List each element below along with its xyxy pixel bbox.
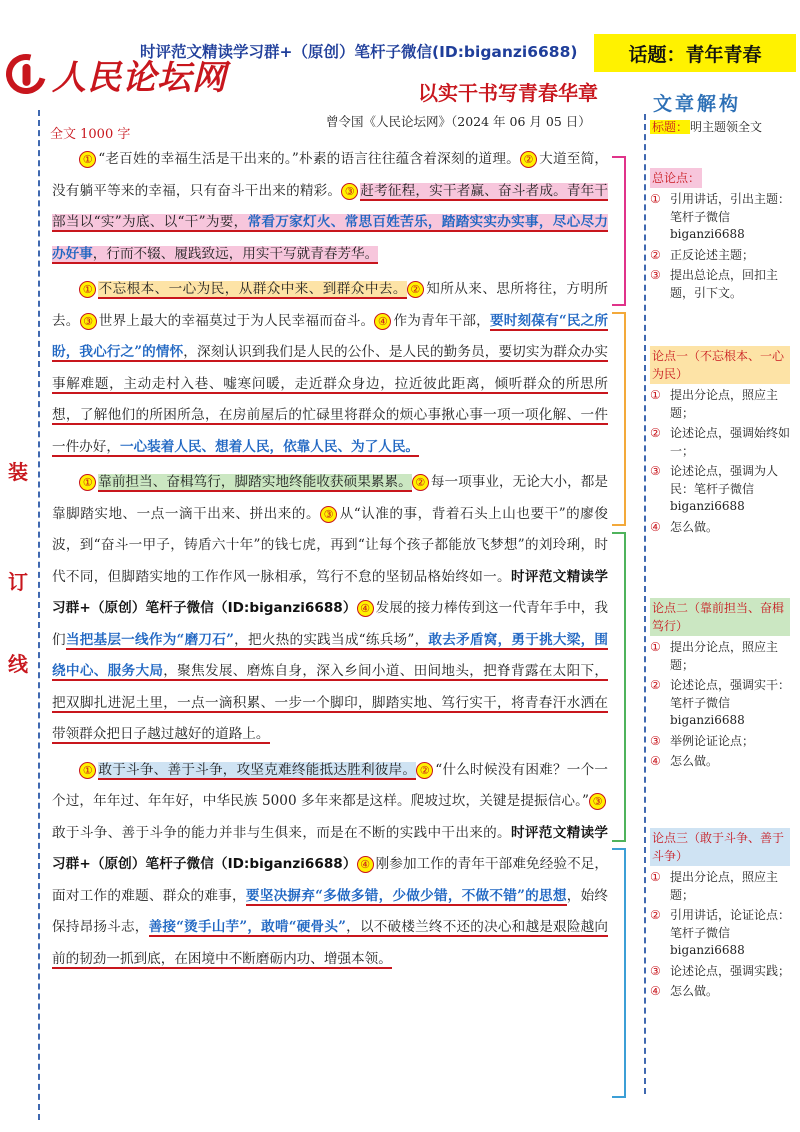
sub-thesis: 靠前担当、奋楫笃行，脚踏实地终能收获硕果累累。	[98, 474, 412, 490]
watermark-line: 时评范文精读学习群+（原创）笔杆子微信（ID:biganzi6688）	[52, 568, 609, 616]
list-item	[650, 387, 790, 422]
sentence: 作为青年干部，	[393, 312, 490, 329]
item-number: ③	[650, 963, 661, 978]
sentence-highlight: ，行而不辍、履践致远，用实干写就青春芳华。	[92, 245, 379, 262]
sentence-highlight: 赶考征程，实干者赢、奋斗者成。青年干部当以“实”为底、以“干”为要，	[52, 182, 609, 230]
sentence-number: ③	[320, 506, 337, 523]
key-phrase: 常看万家灯火、常思百姓苦乐，踏踏实实办实事，尽心尽力办好事	[52, 214, 608, 262]
sentence-number: ③	[589, 793, 606, 810]
item-text: 提出分论点，照应主题；	[670, 640, 779, 672]
sentence: ，始终保持昂扬斗志，	[52, 887, 609, 935]
item-number: ③	[650, 268, 661, 282]
item-text: 提出总论点，回扣主题，引下文。	[670, 268, 779, 300]
list-item	[650, 733, 790, 751]
item-number: ④	[650, 519, 661, 534]
item-number: ①	[650, 870, 661, 884]
section-bracket-sub2	[612, 532, 626, 842]
key-phrase: 要坚决摒弃“多做多错，少做少错，不做不错”的思想	[245, 887, 567, 904]
key-phrase: 当把基层一线作为“磨刀石”	[65, 631, 234, 648]
item-text: 引用讲话，引出主题：笔杆子微信 biganzi6688	[670, 192, 791, 241]
item-number: ②	[650, 247, 661, 262]
sentence: 发展的接力棒传到这一代青年手中，我们	[52, 600, 609, 648]
article-byline: 曾令国《人民论坛网》（2024 年 06 月 05 日）	[326, 114, 591, 129]
sentence: 世界上最大的幸福莫过于为人民幸福而奋斗。	[98, 312, 375, 329]
list-item	[650, 639, 790, 674]
title-note-key: 标题：	[652, 120, 689, 134]
item-text: 论述论点，强调实干：笔杆子微信 biganzi6688	[670, 678, 791, 727]
sentence-number: ③	[80, 313, 97, 330]
key-phrase: 善接“烫手山芋”，敢啃“硬骨头”	[148, 919, 346, 935]
sentence-number: ②	[416, 762, 433, 779]
word-count: 全文 1000 字	[50, 127, 131, 142]
paragraph-1	[52, 144, 608, 270]
list-item	[650, 247, 790, 265]
logo-text: 人民论坛网	[52, 57, 227, 98]
item-number: ②	[650, 678, 661, 692]
list-item	[650, 963, 790, 981]
section-bracket-sub1	[612, 312, 626, 526]
watermark-line: 时评范文精读学习群+（原创）笔杆子微信（ID:biganzi6688）	[52, 824, 609, 872]
sentence-number: ③	[341, 183, 358, 200]
sub-thesis: 敢于斗争、善于斗争，攻坚克难终能抵达胜利彼岸。	[98, 761, 417, 778]
sentence-number: ④	[357, 600, 374, 617]
sentence: 知所从来、思所将往，方明所去。	[52, 281, 609, 329]
section-bracket-sub3	[612, 848, 626, 1098]
item-number: ④	[650, 984, 661, 998]
section-title: 总论点：	[650, 168, 702, 188]
key-phrase: 一心装着人民、想着人民，依靠人民、为了人民。	[119, 438, 420, 455]
list-item	[650, 753, 790, 771]
topic-badge: 话题：青年青春	[594, 34, 796, 72]
sentence-number: ①	[79, 474, 96, 491]
sentence: 刚参加工作的青年干部难免经验不足，面对工作的难题、群众的难事，	[52, 856, 609, 904]
item-number: ①	[650, 192, 661, 206]
sentence: 从“认准的事，背着石头上山也要干”的廖俊波，到“奋斗一甲子，铸盾六十年”的钱七虎，再到“让每个孩子都能放飞梦想”的刘玲琍，时代不同，但脚踏实地的工作作风一脉相承，笃行不怠的坚韧品格始终如一。	[52, 505, 608, 585]
list-item	[650, 519, 790, 537]
item-number: ②	[650, 908, 661, 922]
item-text: 举例论证论点；	[670, 733, 755, 748]
item-text: 提出分论点，照应主题；	[670, 870, 779, 902]
item-number: ①	[650, 388, 661, 402]
sentence-number: ②	[412, 474, 429, 491]
item-text: 提出分论点，照应主题；	[670, 388, 779, 420]
sentence-number: ②	[407, 281, 424, 298]
title-note-text: 明主题领全文	[690, 120, 763, 134]
sidebar-section-sub2	[650, 598, 790, 771]
sentence-number: ①	[79, 281, 96, 298]
list-item	[650, 463, 790, 516]
item-number: ①	[650, 640, 661, 654]
sentence-underlined: ，把火热的实践当成“练兵场”，	[233, 631, 429, 648]
paragraph-2	[52, 274, 608, 463]
binding-char-1: 装	[8, 460, 28, 484]
group-line: 时评范文精读学习群+（原创）笔杆子微信(ID:biganzi6688)	[140, 43, 578, 61]
sentence-number: ①	[79, 762, 96, 779]
item-text: 正反论述主题；	[670, 247, 755, 262]
item-text: 论述论点，强调实践；	[670, 963, 791, 978]
binding-char-2: 订	[8, 570, 28, 594]
sidebar-title: 文章解构	[653, 93, 742, 115]
section-title: 论点三（敢于斗争、善于斗争）	[650, 828, 790, 866]
item-number: ③	[650, 733, 661, 748]
item-number: ④	[650, 754, 661, 768]
item-text: 论述论点，强调为人民：笔杆子微信 biganzi6688	[670, 464, 779, 513]
sentence-number: ④	[374, 313, 391, 330]
binding-char-3: 线	[8, 652, 28, 676]
sentence-number: ②	[520, 151, 537, 168]
key-phrase: 要时刻葆有“民之所盼，我心行之”的情怀	[52, 312, 609, 360]
item-number: ②	[650, 426, 661, 440]
section-title: 论点一（不忘根本、一心为民）	[650, 346, 790, 384]
binding-dashed-line	[38, 110, 40, 1120]
article-body	[52, 144, 608, 979]
sidebar-section-total	[650, 168, 790, 302]
item-text: 怎么做。	[670, 754, 719, 768]
list-item	[650, 425, 790, 460]
sentence-number: ④	[357, 856, 374, 873]
sentence: “老百姓的幸福生活是干出来的。”朴素的语言往往蕴含着深刻的道理。	[98, 151, 520, 167]
sidebar-section-sub1	[650, 346, 790, 536]
sentence-underlined: ，聚焦发展、磨炼自身，深入乡间小道、田间地头，把脊背露在太阳下，把双脚扎进泥土里，一点一滴积累、一步一个脚印，脚踏实地、笃行实干，将青春汗水洒在带领群众把日子越过越好的道路上。	[52, 663, 609, 742]
sentence-underlined: ，以不破楼兰终不还的决心和越是艰险越向前的韧劲一抓到底，在困境中不断磨砺内功、增强本领。	[52, 919, 609, 967]
item-number: ③	[650, 464, 661, 478]
sentence: 每一项事业，无论大小，都是靠脚踏实地、一点一滴干出来、拼出来的。	[52, 474, 609, 522]
sidebar-title-note	[650, 118, 762, 135]
logo-mark-icon	[0, 47, 53, 102]
key-phrase: 敢去矛盾窝，勇于挑大梁，围绕中心、服务大局	[52, 631, 609, 679]
sidebar-dashed-line	[644, 114, 646, 1094]
sentence: 大道至简，没有躺平等来的幸福，只有奋斗干出来的精彩。	[52, 151, 608, 199]
sentence-number: ①	[79, 151, 96, 168]
sentence: “什么时候没有困难？一个一个过，年年过、年年好，中华民族 5000 多年来都是这样。爬坡过坎，关键是提振信心。”	[52, 761, 609, 809]
paragraph-4	[52, 755, 608, 976]
paragraph-3	[52, 467, 608, 751]
sidebar-section-sub3	[650, 828, 790, 1001]
item-text: 论述论点，强调始终如一；	[670, 426, 791, 458]
sub-thesis: 不忘根本、一心为民，从群众中来、到群众中去。	[98, 281, 407, 297]
list-item	[650, 869, 790, 904]
article-title: 以实干书写青春华章	[418, 81, 598, 105]
list-item	[650, 677, 790, 730]
item-text: 怎么做。	[670, 984, 719, 998]
list-item	[650, 907, 790, 960]
section-title: 论点二（靠前担当、奋楫笃行）	[650, 598, 790, 636]
list-item	[650, 267, 790, 302]
item-text: 引用讲话，论证论点：笔杆子微信 biganzi6688	[670, 908, 791, 957]
list-item	[650, 191, 790, 244]
sentence-underlined: ，深刻认识到我们是人民的公仆、是人民的勤务员，要切实为群众办实事解难题，主动走村入巷、嘘寒问暖，走近群众身边，拉近彼此距离，倾听群众的所思所想，了解他们的所困所急，在房前屋后的忙碌里将群众的烦心事揪心事一项一项化解、一件一件办好，	[52, 344, 609, 455]
list-item	[650, 983, 790, 1001]
item-text: 怎么做。	[670, 519, 719, 534]
sentence: 敢于斗争、善于斗争的能力并非与生俱来，而是在不断的实践中干出来的。	[52, 824, 511, 841]
section-bracket-total	[612, 156, 626, 306]
